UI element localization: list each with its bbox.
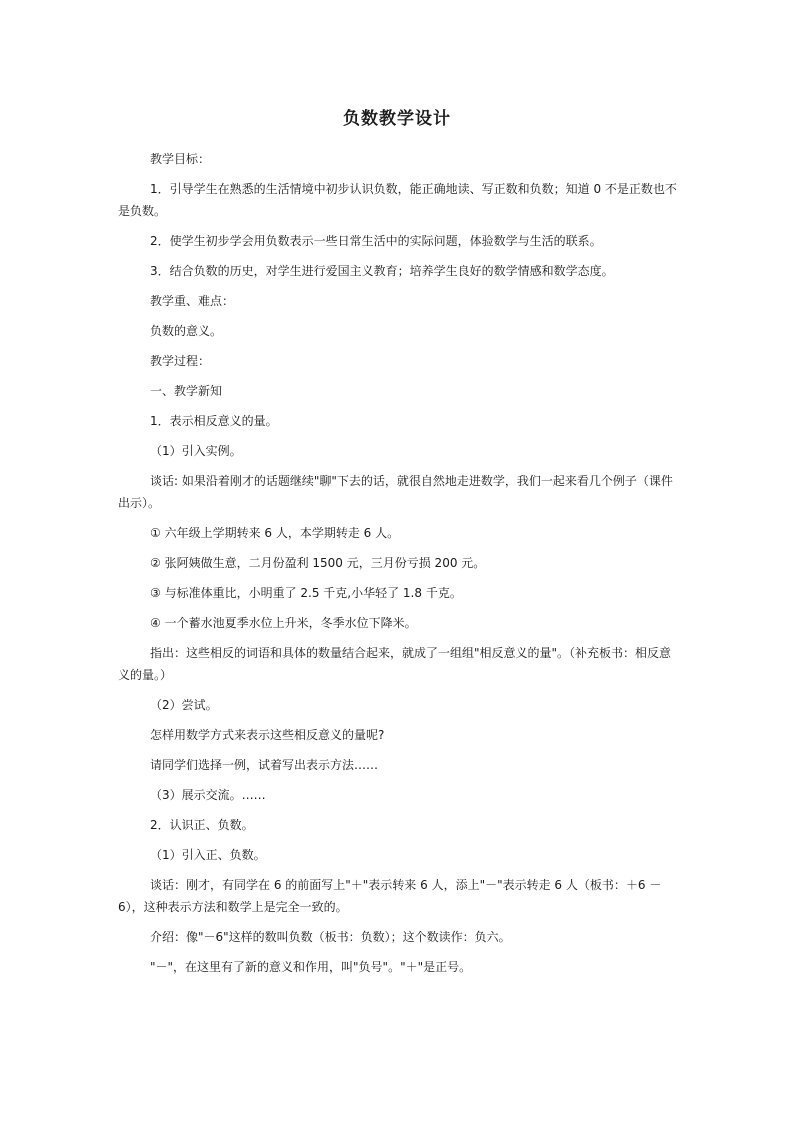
paragraph: 2．认识正、负数。: [150, 818, 254, 832]
paragraph: 教学目标：: [150, 152, 211, 166]
paragraph: "－"，在这里有了新的意义和作用，叫"负号"。"＋"是正号。: [150, 960, 472, 974]
paragraph: 1．引导学生在熟悉的生活情境中初步认识负数，能正确地读、写正数和负数；知道 0 不是正数也不是负数。: [118, 182, 677, 218]
paragraph: 教学重、难点：: [150, 294, 235, 308]
paragraph: 负数的意义。: [150, 324, 223, 338]
paragraph: ① 六年级上学期转来 6 人，本学期转走 6 人。: [150, 526, 400, 540]
paragraph: 2．使学生初步学会用负数表示一些日常生活中的实际问题，体验数学与生活的联系。: [150, 234, 602, 248]
paragraph: ② 张阿姨做生意，二月份盈利 1500 元，三月份亏损 200 元。: [150, 556, 486, 570]
paragraph: （2）尝试。: [150, 698, 218, 712]
paragraph: 一、教学新知: [150, 384, 223, 398]
paragraph: 谈话：刚才，有同学在 6 的前面写上"＋"表示转来 6 人，添上"－"表示转走 6 人（板书：＋6 －6），这种表示方法和数学上是完全一致的。: [118, 878, 662, 914]
paragraph: ③ 与标准体重比，小明重了 2.5 千克,小华轻了 1.8 千克。: [150, 586, 462, 600]
document-title: 负数教学设计: [343, 109, 451, 129]
paragraph: 3．结合负数的历史，对学生进行爱国主义教育；培养学生良好的数学情感和数学态度。: [150, 264, 614, 278]
paragraph: （1）引入实例。: [150, 444, 242, 458]
paragraph: 指出：这些相反的词语和具体的数量结合起来，就成了一组组"相反意义的量"。（补充板书：相反意义的量。）: [118, 646, 672, 682]
paragraph: （1）引入正、负数。: [150, 848, 266, 862]
paragraph: 请同学们选择一例，试着写出表示方法……: [150, 758, 379, 772]
document-body: [118, 148, 678, 986]
paragraph: 教学过程：: [150, 354, 211, 368]
paragraph: （3）展示交流。……: [150, 788, 266, 802]
paragraph: 介绍：像"－6"这样的数叫负数（板书：负数）；这个数读作：负六。: [150, 930, 511, 944]
paragraph: ④ 一个蓄水池夏季水位上升米，冬季水位下降米。: [150, 616, 417, 630]
paragraph: 怎样用数学方式来表示这些相反意义的量呢?: [150, 728, 385, 742]
paragraph: 谈话: 如果沿着刚才的话题继续"聊"下去的话，就很自然地走进数学，我们一起来看几个例子（课件出示）。: [118, 474, 673, 510]
paragraph: 1．表示相反意义的量。: [150, 414, 278, 428]
